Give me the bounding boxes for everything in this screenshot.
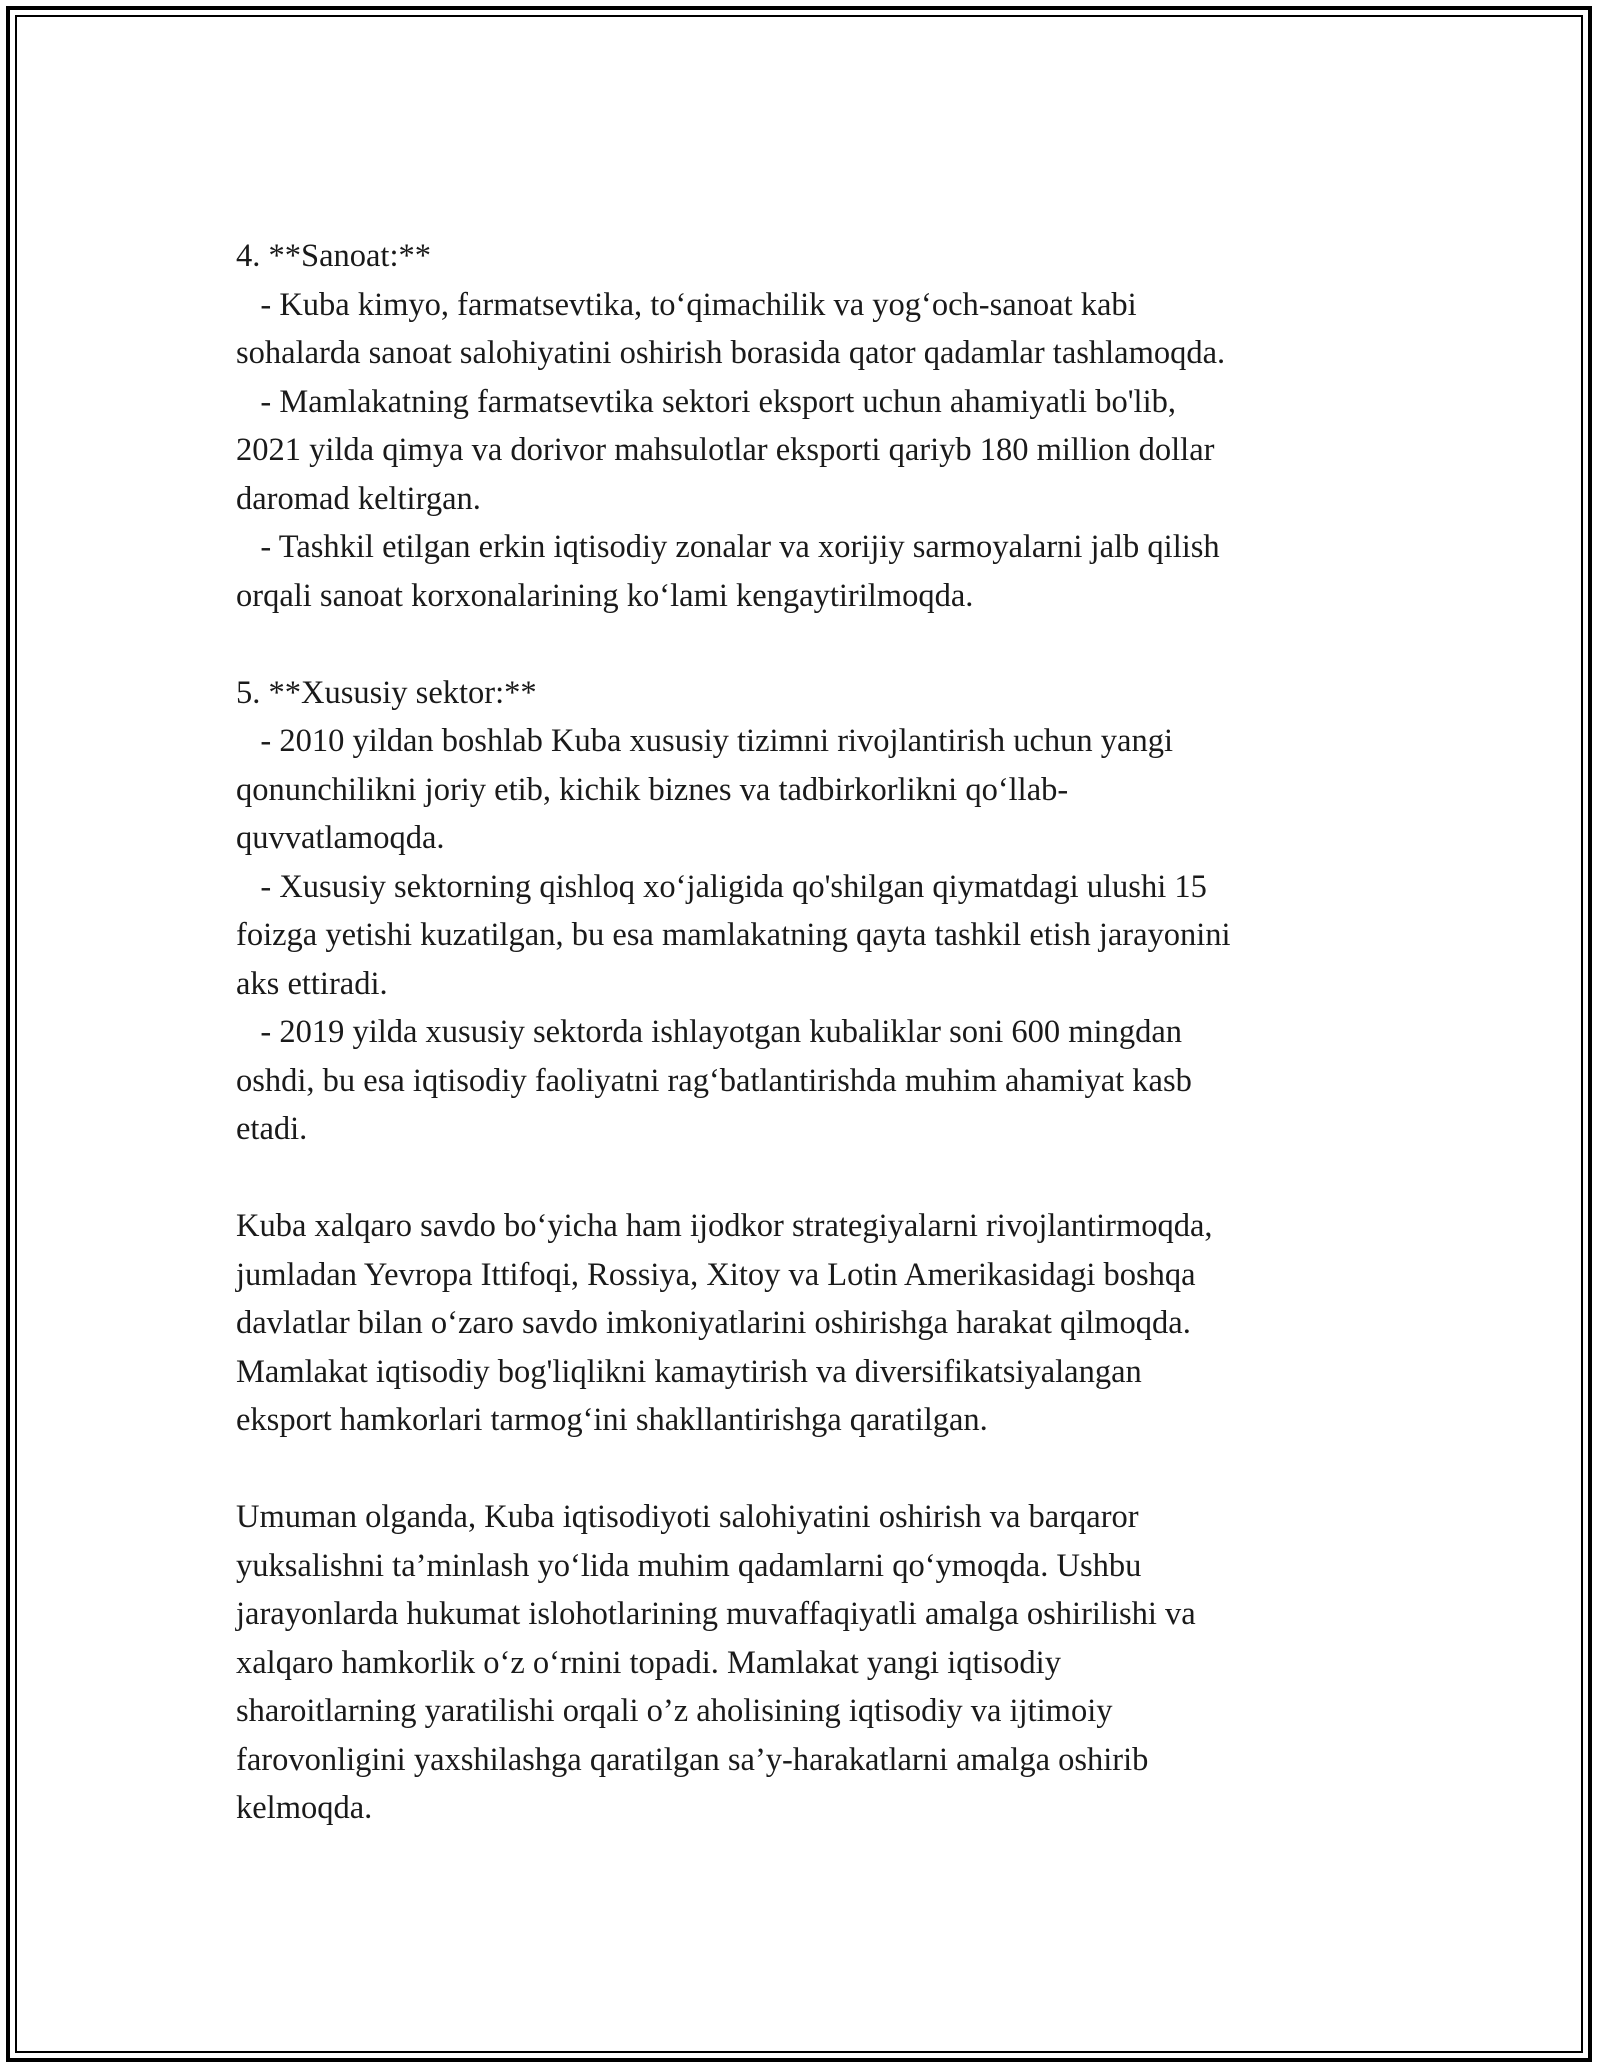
section-heading: 4. **Sanoat:** [236,238,431,274]
text-line: oshdi, bu esa iqtisodiy faoliyatni rag‘batlantirishda muhim ahamiyat kasb [236,1062,1192,1099]
text-line: davlatlar bilan o‘zaro savdo imkoniyatlarini oshirishga harakat qilmoqda. [236,1305,1191,1341]
text-line: Mamlakat iqtisodiy bog'liqlikni kamaytirish va diversifikatsiyalangan [236,1353,1142,1390]
text-line: yuksalishni ta’minlash yo‘lida muhim qadamlarni qo‘ymoqda. Ushbu [236,1547,1142,1584]
text-line: sohalarda sanoat salohiyatini oshirish borasida qator qadamlar tashlamoqda. [236,335,1226,371]
text-line: sharoitlarning yaratilishi orqali o’z aholisining iqtisodiy va ijtimoiy [236,1693,1113,1729]
text-line: kelmoqda. [236,1790,373,1826]
paragraph-spacer [236,620,1376,669]
text-line: eksport hamkorlari tarmog‘ini shakllantirishga qaratilgan. [236,1402,988,1438]
text-line: daromad keltirgan. [236,480,481,517]
text-line: Kuba xalqaro savdo bo‘yicha ham ijodkor strategiyalarni rivojlantirmoqda, [236,1208,1213,1244]
text-line: orqali sanoat korxonalarining ko‘lami kengaytirilmoqda. [236,577,974,614]
text-line: qonunchilikni joriy etib, kichik biznes va tadbirkorlikni qo‘llab- [236,771,1069,808]
text-line: etadi. [236,1111,308,1147]
section-xususiy-sektor [236,669,1376,1154]
text-line: jumladan Yevropa Ittifoqi, Rossiya, Xitoy va Lotin Amerikasidagi boshqa [236,1256,1196,1293]
text-line: - 2019 yilda xususiy sektorda ishlayotgan kubaliklar soni 600 mingdan [236,1014,1182,1050]
text-line: aks ettiradi. [236,965,388,1002]
paragraph-spacer [236,1154,1376,1203]
paragraph-xalqaro-savdo [236,1202,1376,1445]
text-line: foizga yetishi kuzatilgan, bu esa mamlakatning qayta tashkil etish jarayonini [236,917,1231,953]
text-line: - Kuba kimyo, farmatsevtika, to‘qimachilik va yog‘och-sanoat kabi [236,286,1137,323]
text-line: Umuman olganda, Kuba iqtisodiyoti salohiyatini oshirish va barqaror [236,1499,1139,1535]
text-line: - Xususiy sektorning qishloq xo‘jaligida qo'shilgan qiymatdagi ulushi 15 [236,868,1207,905]
text-line: quvvatlamoqda. [236,820,445,856]
text-line: jarayonlarda hukumat islohotlarining muvaffaqiyatli amalga oshirilishi va [236,1596,1196,1632]
section-sanoat [236,232,1376,620]
text-line: farovonligini yaxshilashga qaratilgan sa’y-harakatlarni amalga oshirib [236,1741,1149,1778]
text-line: - 2010 yildan boshlab Kuba xususiy tizimni rivojlantirish uchun yangi [236,723,1173,759]
text-line: 2021 yilda qimya va dorivor mahsulotlar eksporti qariyb 180 million dollar [236,432,1215,468]
document-body [236,232,1376,1833]
text-line: - Mamlakatning farmatsevtika sektori eksport uchun ahamiyatli bo'lib, [236,383,1176,420]
paragraph-xulosa [236,1493,1376,1833]
paragraph-spacer [236,1445,1376,1494]
text-line: - Tashkil etilgan erkin iqtisodiy zonalar va xorijiy sarmoyalarni jalb qilish [236,529,1220,565]
section-heading: 5. **Xususiy sektor:** [236,674,537,711]
text-line: xalqaro hamkorlik o‘z o‘rnini topadi. Mamlakat yangi iqtisodiy [236,1644,1061,1681]
